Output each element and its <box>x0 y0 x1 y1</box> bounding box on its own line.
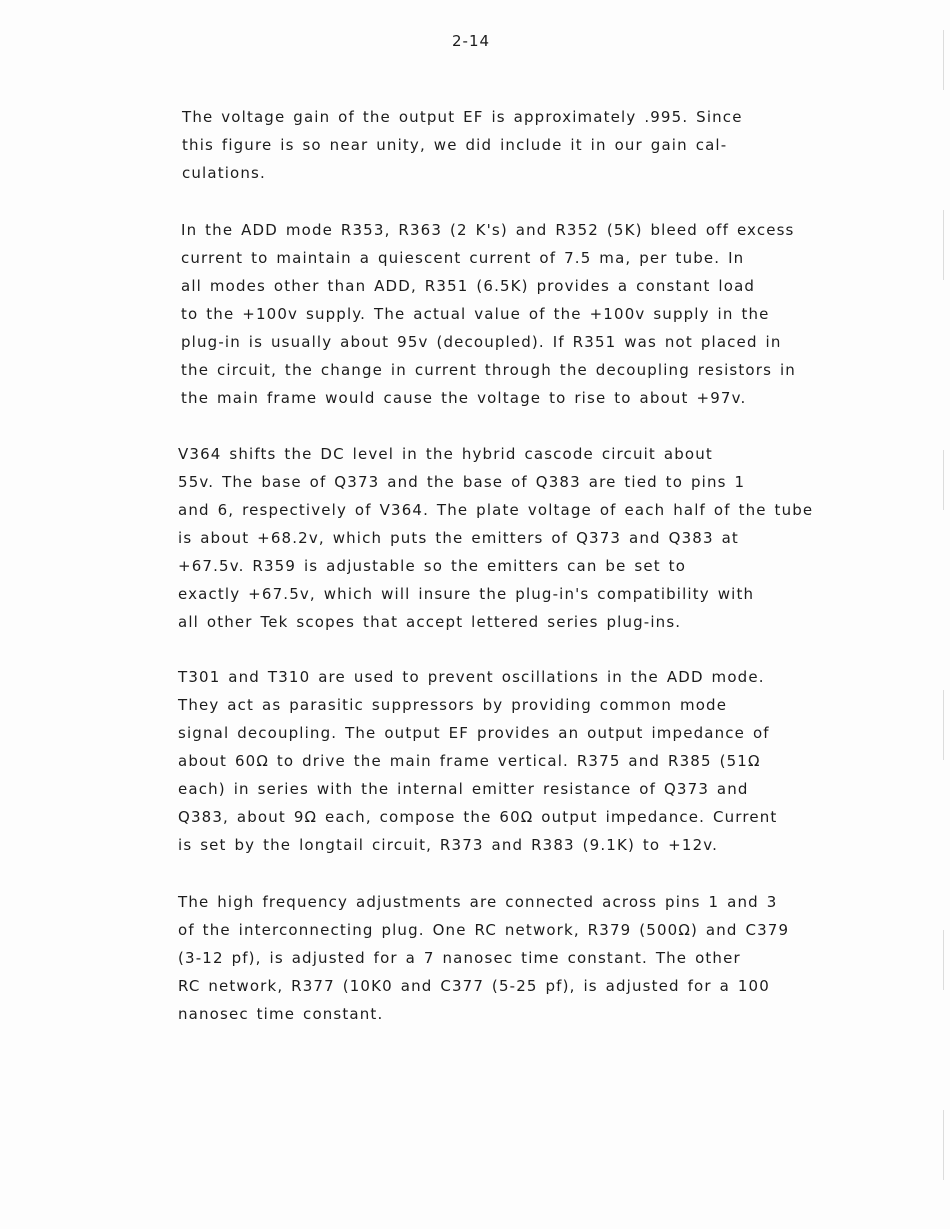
text-line: In the ADD mode R353, R363 (2 K's) and R352 (5K) bleed off excess <box>181 221 795 239</box>
text-line: and 6, respectively of V364. The plate voltage of each half of the tube <box>178 501 814 519</box>
paragraph-add-mode <box>181 216 796 412</box>
text-line: plug-in is usually about 95v (decoupled). If R351 was not placed in <box>181 333 782 351</box>
scan-mark <box>943 210 944 280</box>
scan-mark <box>943 30 944 90</box>
text-line: each) in series with the internal emitter resistance of Q373 and <box>178 780 749 798</box>
text-line: the circuit, the change in current through the decoupling resistors in <box>181 361 796 379</box>
text-line: of the interconnecting plug. One RC network, R379 (500Ω) and C379 <box>178 921 790 939</box>
text-line: +67.5v. R359 is adjustable so the emitters can be set to <box>178 557 687 575</box>
text-line: all modes other than ADD, R351 (6.5K) provides a constant load <box>181 277 756 295</box>
text-line: nanosec time constant. <box>178 1005 384 1023</box>
text-line: RC network, R377 (10K0 and C377 (5-25 pf), is adjusted for a 100 <box>178 977 770 995</box>
text-line: the main frame would cause the voltage to rise to about +97v. <box>181 389 747 407</box>
text-line: They act as parasitic suppressors by providing common mode <box>178 696 728 714</box>
scan-mark <box>943 930 944 990</box>
text-line: current to maintain a quiescent current of 7.5 ma, per tube. In <box>181 249 745 267</box>
text-line: The voltage gain of the output EF is approximately .995. Since <box>182 108 743 126</box>
paragraph-t301-t310 <box>178 663 777 859</box>
scan-mark <box>943 690 944 760</box>
text-line: about 60Ω to drive the main frame vertical. R375 and R385 (51Ω <box>178 752 761 770</box>
text-line: is about +68.2v, which puts the emitters of Q373 and Q383 at <box>178 529 739 547</box>
text-line: to the +100v supply. The actual value of the +100v supply in the <box>181 305 770 323</box>
paragraph-v364 <box>178 440 813 636</box>
page-number: 2-14 <box>452 32 491 50</box>
text-line: this figure is so near unity, we did include it in our gain cal- <box>182 136 728 154</box>
text-line: is set by the longtail circuit, R373 and R383 (9.1K) to +12v. <box>178 836 719 854</box>
text-line: exactly +67.5v, which will insure the plug-in's compatibility with <box>178 585 755 603</box>
text-line: all other Tek scopes that accept lettered series plug-ins. <box>178 613 682 631</box>
scan-mark <box>943 450 944 510</box>
paragraph-voltage-gain <box>182 103 743 187</box>
text-line: 55v. The base of Q373 and the base of Q383 are tied to pins 1 <box>178 473 746 491</box>
text-line: T301 and T310 are used to prevent oscillations in the ADD mode. <box>178 668 765 686</box>
text-line: signal decoupling. The output EF provides an output impedance of <box>178 724 770 742</box>
scan-edge-marks <box>926 30 944 1190</box>
paragraph-hf-adjustments <box>178 888 789 1028</box>
scan-mark <box>943 1110 944 1180</box>
text-line: Q383, about 9Ω each, compose the 60Ω output impedance. Current <box>178 808 778 826</box>
text-line: V364 shifts the DC level in the hybrid cascode circuit about <box>178 445 713 463</box>
text-line: (3-12 pf), is adjusted for a 7 nanosec time constant. The other <box>178 949 741 967</box>
text-line: The high frequency adjustments are connected across pins 1 and 3 <box>178 893 778 911</box>
text-line: culations. <box>182 164 266 182</box>
